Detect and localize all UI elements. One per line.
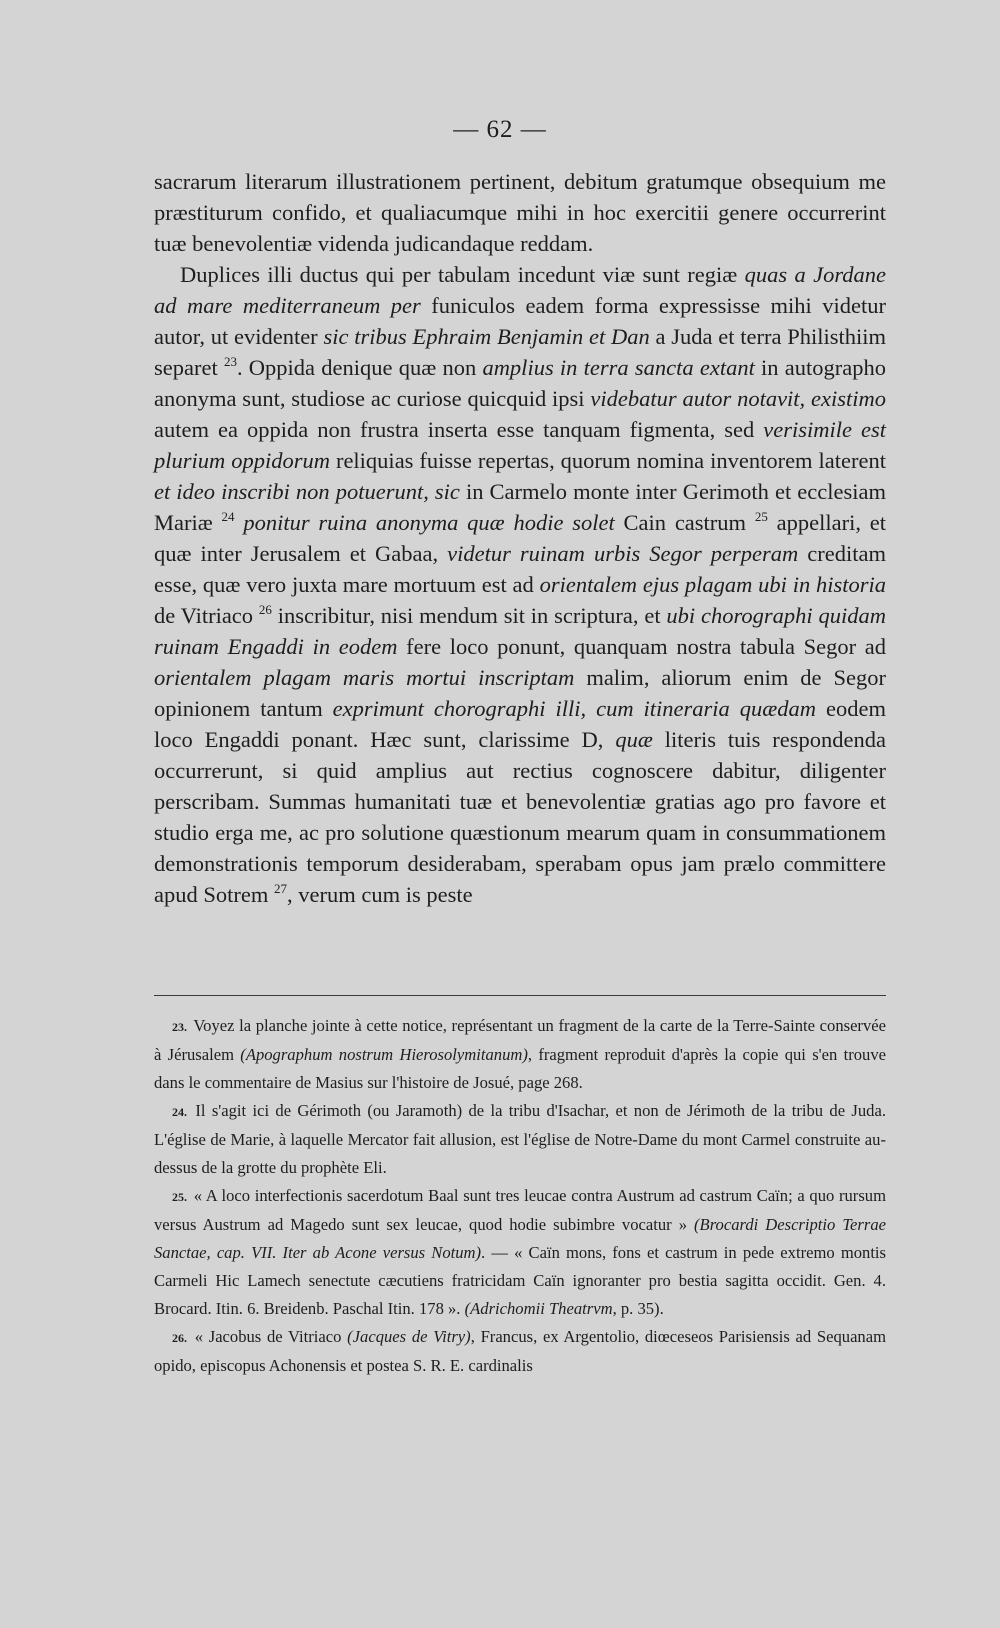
text-run: literis tuis respondenda occurrerunt, si quid amplius aut rectius cognoscere dabitur, diligenter perscribam. Summas humanitati tuæ et benevolentiæ gratias ago pro favore et studio erga me, ac pro solutione quæstionum mearum quam in consummationem demonstrationis temporum desiderabam, sperabam opus jam prælo committere apud Sotrem — [154, 727, 886, 907]
paragraph — [154, 259, 886, 910]
footnote-ref-24[interactable]: 24 — [221, 509, 235, 524]
italic-run: orientalem plagam maris mortui inscriptam — [154, 665, 575, 690]
footnote-text: « Jacobus de Vitriaco — [194, 1327, 348, 1346]
footnote-italic: (Jacques de Vitry) — [347, 1327, 471, 1346]
footnote-ref-26[interactable]: 26 — [258, 602, 272, 617]
text-run: eodem loco Engaddi ponant. Hæc sunt, clarissime D, — [154, 696, 886, 752]
italic-run: verisimile est plurium oppidorum — [154, 417, 886, 473]
italic-run: orientalem ejus plagam ubi in historia — [539, 572, 887, 597]
text-run: Cain castrum — [614, 510, 755, 535]
italic-run: sic tribus Ephraim Benjamin et Dan — [323, 324, 650, 349]
text-run: reliquias fuisse repertas, quorum nomina inventorem laterent — [329, 448, 886, 473]
italic-run: et ideo inscribi non potuerunt, sic — [154, 479, 460, 504]
footnote-ref-23[interactable]: 23 — [223, 354, 237, 369]
footnote-24 — [154, 1097, 886, 1182]
footnote-text: . — « Caïn mons, fons et castrum in pede extremo montis Carmeli Hic Lamech senectute cæcutiens fratricidam Caïn ignoranter pro bestia sagitta occidit. Gen. 4. Brocard. Itin. 6. Breidenb. Paschal Itin. 178 ». — [154, 1243, 886, 1318]
footnote-number: 24. — [172, 1105, 187, 1119]
text-run: Duplices illi ductus qui per tabulam incedunt viæ sunt regiæ — [180, 262, 745, 287]
italic-run: videbatur autor notavit, existimo — [590, 386, 886, 411]
paragraph — [154, 166, 886, 259]
italic-run: quas a Jordane ad mare mediterraneum per — [154, 262, 887, 318]
italic-run: exprimunt chorographi illi, cum itineraria quædam — [332, 696, 817, 721]
italic-run: quæ — [615, 727, 653, 752]
footnote-text: « A loco interfectionis sacerdotum Baal sunt tres leucae contra Austrum ad castrum Caïn; a quo rursum versus Austrum ad Magedo sunt sex leucae, quod hodie subimbre vocatur » — [154, 1186, 886, 1234]
page-number: — 62 — — [453, 116, 547, 143]
footnote-ref-27[interactable]: 27 — [273, 881, 287, 896]
footnote-number: 23. — [172, 1020, 187, 1034]
footnote-text: , fragment reproduit d'après la copie qui s'en trouve dans le commentaire de Masius sur l'histoire de Josué, page 268. — [154, 1045, 886, 1092]
text-run: autem ea oppida non frustra inserta esse tanquam figmenta, sed — [154, 417, 764, 442]
footnote-italic: (Brocardi Descriptio Terrae Sanctae, cap. VII. Iter ab Acone versus Notum) — [154, 1215, 886, 1262]
text-run: , verum cum is peste — [286, 882, 473, 907]
italic-run: ponitur ruina anonyma quæ hodie solet — [234, 510, 615, 535]
italic-run: ubi chorographi quidam ruinam Engaddi in eodem — [154, 603, 887, 659]
text-run: malim, aliorum enim de Segor opinionem tantum — [154, 665, 886, 721]
footnote-ref-25[interactable]: 25 — [754, 509, 768, 524]
text-run: creditam esse, quæ vero juxta mare mortuum est ad — [154, 541, 886, 597]
footnote-text: , p. 35). — [612, 1299, 664, 1318]
text-run: de Vitriaco — [154, 603, 259, 628]
footnote-25 — [154, 1182, 886, 1323]
text-run: inscribitur, nisi mendum sit in scriptura, et — [271, 603, 667, 628]
footnote-number: 26. — [172, 1331, 187, 1345]
italic-run: videtur ruinam urbis Segor perperam — [447, 541, 799, 566]
footnote-text: , Francus, ex Argentolio, diœceseos Parisiensis ad Sequanam opido, episcopus Achonensis et postea S. R. E. cardinalis — [154, 1327, 886, 1375]
footnote-italic: (Apographum nostrum Hierosolymitanum) — [240, 1045, 528, 1064]
text-run: funiculos eadem forma expressisse mihi videtur autor, ut evidenter — [154, 293, 887, 349]
text-run: sacrarum literarum illustrationem pertinent, debitum gratumque obsequium me præstiturum confido, et qualiacumque mihi in hoc exercitii genere occurrerint tuæ benevolentiæ videnda judicandaque reddam. — [154, 169, 886, 256]
footnote-23 — [154, 1012, 886, 1097]
footnotes — [154, 1012, 886, 1380]
italic-run: amplius in terra sancta extant — [482, 355, 755, 380]
footnote-divider — [154, 995, 886, 996]
text-run: a Juda et terra Philisthiim separet — [154, 324, 886, 380]
footnote-number: 25. — [172, 1190, 187, 1204]
text-run: fere loco ponunt, quanquam nostra tabula Segor ad — [397, 634, 886, 659]
text-run: appellari, et quæ inter Jerusalem et Gabaa, — [154, 510, 886, 566]
footnote-text: Il s'agit ici de Gérimoth (ou Jaramoth) de la tribu d'Isachar, et non de Jérimoth de la tribu de Juda. L'église de Marie, à laquelle Mercator fait allusion, est l'église de Notre-Dame du mont Carmel construite au-dessus de la grotte du prophète Eli. — [154, 1101, 886, 1177]
footnote-26 — [154, 1323, 886, 1380]
text-run: in autographo anonyma sunt, studiose ac curiose quicquid ipsi — [154, 355, 887, 411]
main-text — [154, 166, 886, 910]
footnote-italic: (Adrichomii Theatrvm — [464, 1299, 613, 1318]
footnote-text: Voyez la planche jointe à cette notice, représentant un fragment de la carte de la Terre-Sainte conservée à Jérusalem — [154, 1016, 886, 1064]
text-run: in Carmelo monte inter Gerimoth et ecclesiam Mariæ — [154, 479, 886, 535]
text-run: . Oppida denique quæ non — [236, 355, 483, 380]
